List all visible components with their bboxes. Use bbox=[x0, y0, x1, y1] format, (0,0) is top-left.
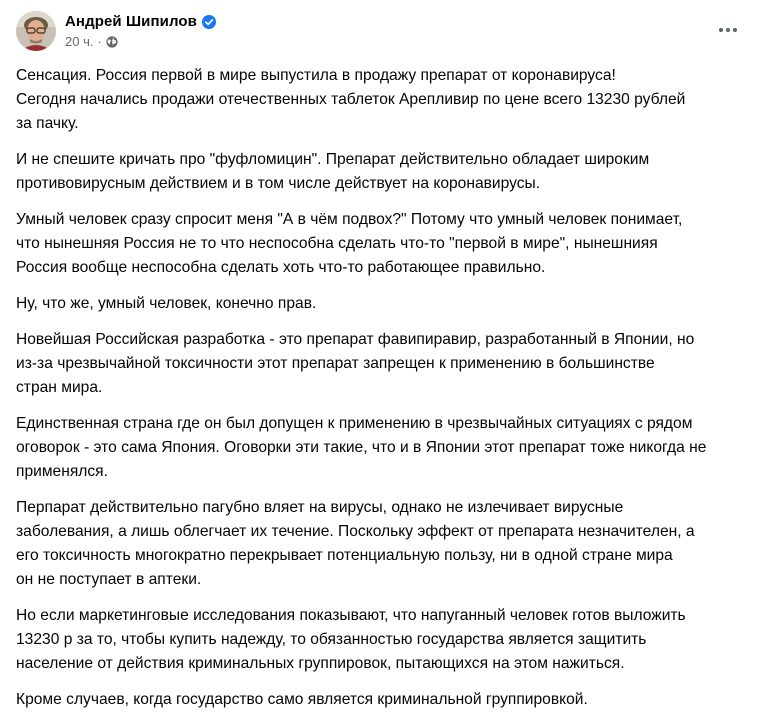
more-options-icon[interactable] bbox=[716, 20, 740, 40]
post-meta bbox=[65, 12, 216, 51]
author-name[interactable]: Андрей Шипилов bbox=[65, 13, 197, 30]
timestamp-row bbox=[65, 33, 216, 51]
verified-badge-icon bbox=[202, 15, 216, 29]
globe-icon[interactable] bbox=[106, 36, 118, 48]
post-paragraph: Умный человек сразу спросит меня "А в чём подвох?" Потому что умный человек понимает, что нынешняя Россия не то что неспособна сделать что-то "первой в мире", нынешнияя Россия вообще неспособна сделать хоть что-то работающее правильно. bbox=[16, 211, 683, 276]
author-row bbox=[65, 12, 216, 32]
post-paragraph: Ну, что же, умный человек, конечно прав. bbox=[16, 295, 317, 312]
post-body bbox=[16, 64, 742, 712]
post-timestamp[interactable]: 20 ч. bbox=[65, 34, 94, 49]
meta-separator: · bbox=[97, 34, 102, 49]
post-paragraph: Перпарат действительно пагубно вляет на вирусы, однако не излечивает вирусные заболевания, а лишь облегчает их течение. Поскольку эффект от препарата незначителен, а его токсичность многократно перекрывает потенциальную пользу, ни в одной стране мира он не поступает в аптеки. bbox=[16, 499, 695, 588]
post-paragraph: Но если маркетинговые исследования показывают, что напуганный человек готов выложить 13230 р за то, чтобы купить надежду, то обязанностью государства является защитить население от действия криминальных группировок, пытающихся на этом нажиться. bbox=[16, 607, 686, 672]
post-paragraph: Новейшая Российская разработка - это препарат фавипиравир, разработанный в Японии, но из-за чрезвычайной токсичности этот препарат запрещен к применению в большинстве стран мира. bbox=[16, 331, 695, 396]
post-paragraph: И не спешите кричать про "фуфломицин". Препарат действительно обладает широким противовирусным действием и в том числе действует на коронавирусы. bbox=[16, 151, 650, 192]
post-paragraph: Единственная страна где он был допущен к применению в чрезвычайных ситуациях с рядом оговорок - это сама Япония. Оговорки эти такие, что и в Японии этот препарат тоже никогда не применялся. bbox=[16, 415, 707, 480]
post-paragraph: Сенсация. Россия первой в мире выпустила в продажу препарат от коронавируса! Сегодня начались продажи отечественных таблеток Арепливир по цене всего 13230 рублей за пачку. bbox=[16, 67, 686, 132]
avatar-image bbox=[16, 11, 56, 51]
author-avatar[interactable] bbox=[16, 11, 56, 51]
post-paragraph: Кроме случаев, когда государство само является криминальной группировкой. bbox=[16, 691, 588, 708]
post-header bbox=[16, 9, 216, 53]
